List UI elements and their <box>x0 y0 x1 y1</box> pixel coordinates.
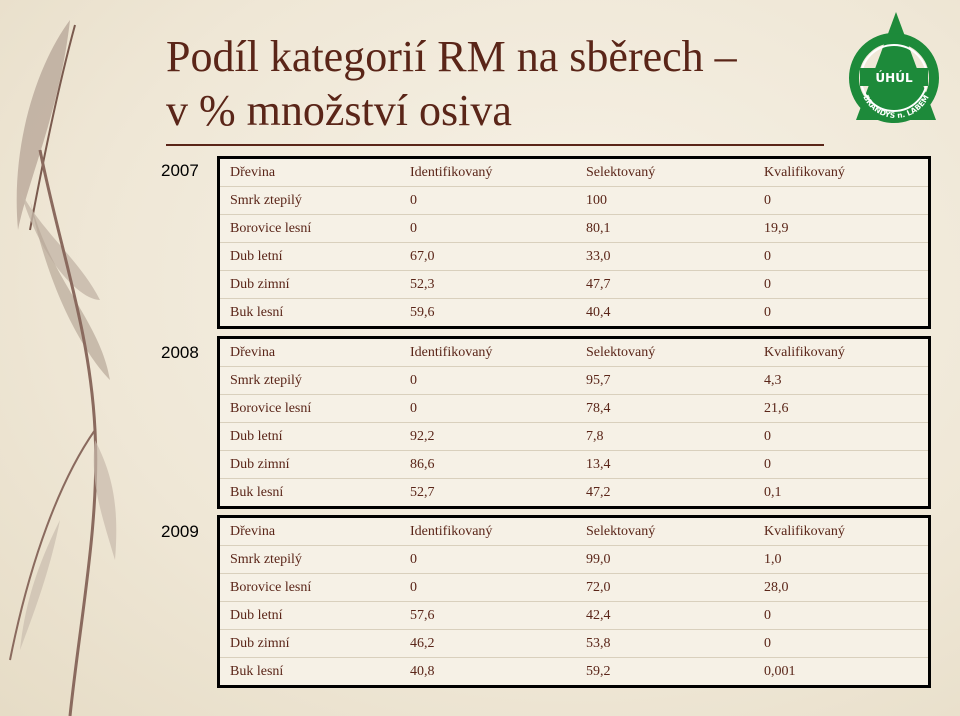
cell-qualified: 0 <box>754 271 930 299</box>
header-qualified: Kvalifikovaný <box>754 517 930 546</box>
cell-selected: 72,0 <box>576 574 754 602</box>
page-title <box>166 30 737 138</box>
cell-qualified: 0,001 <box>764 663 796 679</box>
cell-species: Borovice lesní <box>219 215 401 243</box>
cell-selected: 95,7 <box>576 367 754 395</box>
header-qualified: Kvalifikovaný <box>754 158 930 187</box>
cell-selected: 40,4 <box>586 304 611 320</box>
table-2008 <box>217 336 931 509</box>
table-row <box>219 395 930 423</box>
cell-identified: 40,8 <box>410 663 435 679</box>
table-row <box>219 451 930 479</box>
cell-identified: 57,6 <box>400 602 576 630</box>
cell-identified: 92,2 <box>400 423 576 451</box>
cell-species: Smrk ztepilý <box>219 187 401 215</box>
cell-species: Dub letní <box>219 423 401 451</box>
cell-identified: 46,2 <box>400 630 576 658</box>
title-line-1: Podíl kategorií RM na sběrech – <box>166 32 737 81</box>
table-row <box>219 630 930 658</box>
cell-identified: 0 <box>400 395 576 423</box>
title-line-2: v % množství osiva <box>166 86 512 135</box>
table-2009 <box>217 515 931 688</box>
cell-selected: 80,1 <box>576 215 754 243</box>
cell-species: Buk lesní <box>230 304 284 320</box>
table-row <box>219 658 930 687</box>
table-2007 <box>217 156 931 329</box>
table-header-row <box>219 158 930 187</box>
table-row <box>219 299 930 328</box>
cell-species: Smrk ztepilý <box>219 367 401 395</box>
cell-species: Buk lesní <box>230 484 284 500</box>
cell-qualified: 0,1 <box>764 484 782 500</box>
title-underline <box>166 144 824 146</box>
cell-selected: 7,8 <box>576 423 754 451</box>
header-species: Dřevina <box>219 517 401 546</box>
cell-selected: 100 <box>576 187 754 215</box>
header-selected: Selektovaný <box>576 517 754 546</box>
cell-identified: 59,6 <box>410 304 435 320</box>
cell-selected: 53,8 <box>576 630 754 658</box>
table-row <box>219 574 930 602</box>
cell-species: Dub letní <box>219 602 401 630</box>
cell-identified: 52,7 <box>410 484 435 500</box>
cell-identified: 0 <box>400 574 576 602</box>
header-selected: Selektovaný <box>576 158 754 187</box>
table-row <box>219 271 930 299</box>
table-row <box>219 423 930 451</box>
cell-species: Dub zimní <box>219 271 401 299</box>
cell-species: Buk lesní <box>230 663 284 679</box>
table-row <box>219 243 930 271</box>
header-species: Dřevina <box>219 338 401 367</box>
cell-qualified: 28,0 <box>754 574 930 602</box>
cell-qualified: 0 <box>754 243 930 271</box>
table-row <box>219 602 930 630</box>
cell-selected: 78,4 <box>576 395 754 423</box>
uhul-logo <box>848 8 944 126</box>
cell-species: Borovice lesní <box>219 395 401 423</box>
dried-leaves-illustration <box>0 0 160 716</box>
cell-qualified: 21,6 <box>754 395 930 423</box>
header-qualified: Kvalifikovaný <box>754 338 930 367</box>
cell-species: Borovice lesní <box>219 574 401 602</box>
cell-selected: 13,4 <box>576 451 754 479</box>
table-row <box>219 367 930 395</box>
cell-selected: 33,0 <box>576 243 754 271</box>
header-identified: Identifikovaný <box>400 517 576 546</box>
table-header-row <box>219 338 930 367</box>
cell-qualified: 1,0 <box>754 546 930 574</box>
header-species: Dřevina <box>219 158 401 187</box>
cell-qualified: 0 <box>754 187 930 215</box>
year-label-2008: 2008 <box>161 343 199 362</box>
cell-qualified: 0 <box>754 423 930 451</box>
cell-identified: 86,6 <box>400 451 576 479</box>
cell-species: Dub zimní <box>219 451 401 479</box>
cell-identified: 52,3 <box>400 271 576 299</box>
cell-species: Dub zimní <box>219 630 401 658</box>
cell-selected: 99,0 <box>576 546 754 574</box>
table-row <box>219 479 930 508</box>
table-row <box>219 546 930 574</box>
cell-species: Dub letní <box>219 243 401 271</box>
logo-ring-text: BRANDÝS n. LABEM <box>861 93 931 121</box>
cell-selected: 42,4 <box>576 602 754 630</box>
cell-identified: 0 <box>400 187 576 215</box>
cell-species: Smrk ztepilý <box>219 546 401 574</box>
year-label-2009: 2009 <box>161 522 199 541</box>
cell-qualified: 0 <box>764 304 771 320</box>
cell-qualified: 19,9 <box>754 215 930 243</box>
cell-qualified: 0 <box>754 630 930 658</box>
cell-qualified: 4,3 <box>754 367 930 395</box>
year-label-2007: 2007 <box>161 161 199 180</box>
cell-identified: 0 <box>400 215 576 243</box>
header-identified: Identifikovaný <box>400 158 576 187</box>
cell-identified: 0 <box>400 367 576 395</box>
cell-qualified: 0 <box>754 451 930 479</box>
cell-identified: 67,0 <box>400 243 576 271</box>
cell-selected: 47,2 <box>586 484 611 500</box>
logo-top-text: ÚHÚL <box>875 71 913 85</box>
cell-identified: 0 <box>400 546 576 574</box>
header-identified: Identifikovaný <box>400 338 576 367</box>
table-row <box>219 215 930 243</box>
cell-qualified: 0 <box>754 602 930 630</box>
header-selected: Selektovaný <box>576 338 754 367</box>
table-header-row <box>219 517 930 546</box>
cell-selected: 47,7 <box>576 271 754 299</box>
table-row <box>219 187 930 215</box>
cell-selected: 59,2 <box>586 663 611 679</box>
